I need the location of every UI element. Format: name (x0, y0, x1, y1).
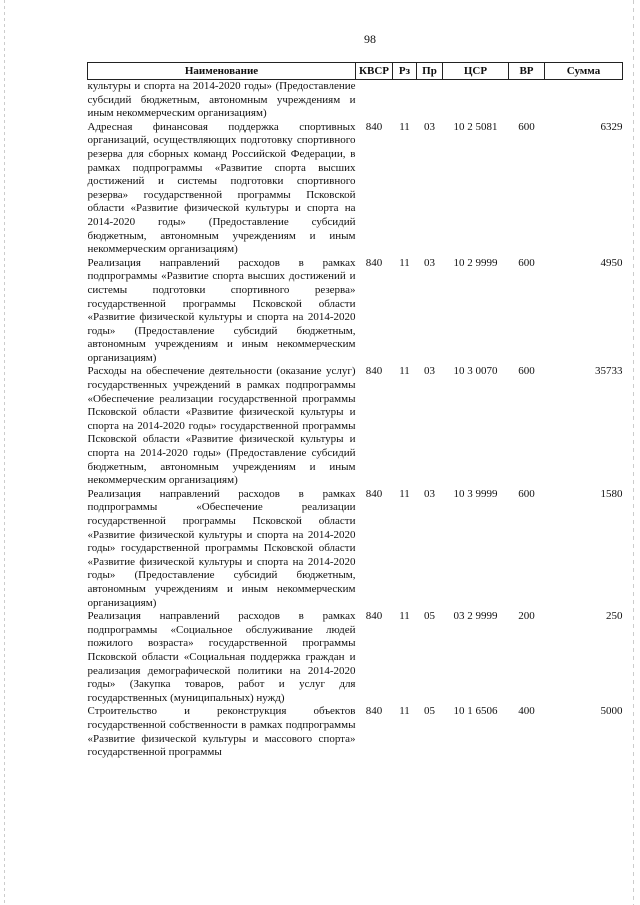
row-sum (545, 80, 623, 121)
row-csr: 10 2 5081 (453, 120, 498, 133)
table-row (88, 80, 623, 121)
row-pr: 03 (424, 256, 435, 269)
row-pr (417, 80, 443, 121)
table-row (88, 488, 623, 610)
row-sum: 4950 (600, 256, 623, 269)
row-pr: 03 (424, 120, 435, 133)
row-sum: 6329 (600, 120, 623, 133)
row-sum: 5000 (600, 705, 623, 718)
row-vr: 600 (518, 365, 535, 378)
row-vr: 600 (518, 487, 535, 500)
row-kvsr: 840 (365, 365, 383, 378)
row-name: Реализация направлений расходов в рамках подпрограммы «Социальное обслуживание людей пожилого возраста» государственной программы Псковской области «Социальная поддержка граждан и реализация демографической политики на 2014-2020 годы» (Закупка товаров, работ и услуг для государственных (муниципальных) нужд) (87, 610, 356, 704)
row-csr (443, 80, 509, 121)
header-pr: Пр (417, 63, 443, 80)
row-name: Реализация направлений расходов в рамках подпрограммы «Развитие спорта высших достижений и системы подготовки спортивного резерва» государственной программы Псковской области «Развитие физической культуры и спорта на 2014-2020 годы» (Предоставление субсидий бюджетным, автономным учреждениям и иным некоммерческим организациям) (87, 256, 356, 364)
table-row (88, 705, 623, 759)
table-row (88, 610, 623, 705)
row-kvsr: 840 (365, 610, 383, 623)
row-vr (509, 80, 545, 121)
row-sum: 35733 (595, 365, 623, 378)
row-name: Адресная финансовая поддержка спортивных организаций, осуществляющих подготовку спортивного резерва для сборных команд Российской Федерации, в рамках подпрограммы «Развитие спорта высших достижений и системы подготовки спортивного резерва» государственной программы Псковской области «Развитие физической культуры и спорта на 2014-2020 годы» (Предоставление субсидий бюджетным, автономным учреждениям и иным некоммерческим организациям) (87, 120, 356, 256)
scan-edge-right (633, 0, 634, 905)
row-kvsr: 840 (365, 256, 383, 269)
header-kvsr: КВСР (356, 63, 393, 80)
row-pr: 05 (424, 705, 435, 718)
table-row (88, 257, 623, 366)
row-csr: 10 3 9999 (453, 487, 498, 500)
row-pr: 05 (424, 610, 435, 623)
header-vr: ВР (509, 63, 545, 80)
table-header-row (88, 63, 623, 80)
row-vr: 600 (518, 256, 535, 269)
row-csr: 10 2 9999 (453, 256, 498, 269)
row-pr: 03 (424, 487, 435, 500)
row-name: Строительство и реконструкция объектов государственной собственности в рамках подпрограммы «Развитие физической культуры и массового спорта» государственной программы (87, 705, 356, 759)
budget-table (87, 62, 623, 760)
row-pr: 03 (424, 365, 435, 378)
scan-edge-left (4, 0, 5, 905)
row-rz: 11 (399, 365, 410, 378)
table-row (88, 365, 623, 487)
row-csr: 10 3 0070 (453, 365, 498, 378)
row-name: Реализация направлений расходов в рамках подпрограммы «Обеспечение реализации государственной программы Псковской области «Развитие физической культуры и спорта на 2014-2020 годы» государственной программы Псковской области «Развитие физической культуры и спорта на 2014-2020 годы» (Предоставление субсидий бюджетным, автономным учреждениям и иным некоммерческим организациям) (87, 487, 356, 609)
row-vr: 400 (518, 705, 535, 718)
row-rz: 11 (399, 487, 410, 500)
row-rz (393, 80, 417, 121)
row-vr: 600 (518, 120, 535, 133)
row-rz: 11 (399, 610, 410, 623)
page-number: 98 (364, 32, 376, 46)
row-csr: 03 2 9999 (453, 610, 498, 623)
table-row (88, 121, 623, 257)
header-sum: Сумма (545, 63, 623, 80)
row-sum: 250 (606, 610, 623, 623)
header-name: Наименование (88, 63, 356, 80)
row-rz: 11 (399, 705, 410, 718)
header-csr: ЦСР (443, 63, 509, 80)
header-rz: Рз (393, 63, 417, 80)
row-rz: 11 (399, 120, 410, 133)
row-vr: 200 (518, 610, 535, 623)
row-kvsr: 840 (365, 120, 383, 133)
row-rz: 11 (399, 256, 410, 269)
row-csr: 10 1 6506 (453, 705, 498, 718)
row-kvsr (356, 80, 393, 121)
row-name: Расходы на обеспечение деятельности (оказание услуг) государственных учреждений в рамках подпрограммы «Обеспечение реализации государственной программы Псковской области «Развитие физической культуры и спорта на 2014-2020 годы» государственной программы Псковской области «Развитие физической культуры и спорта на 2014-2020 годы» (Предоставление субсидий бюджетным, автономным учреждениям и иным некоммерческим организациям) (87, 365, 356, 487)
row-sum: 1580 (600, 487, 623, 500)
row-kvsr: 840 (365, 487, 383, 500)
row-kvsr: 840 (365, 705, 383, 718)
row-name: культуры и спорта на 2014-2020 годы» (Предоставление субсидий бюджетным, автономным учреждениям и иным некоммерческим организациям) (87, 80, 356, 120)
